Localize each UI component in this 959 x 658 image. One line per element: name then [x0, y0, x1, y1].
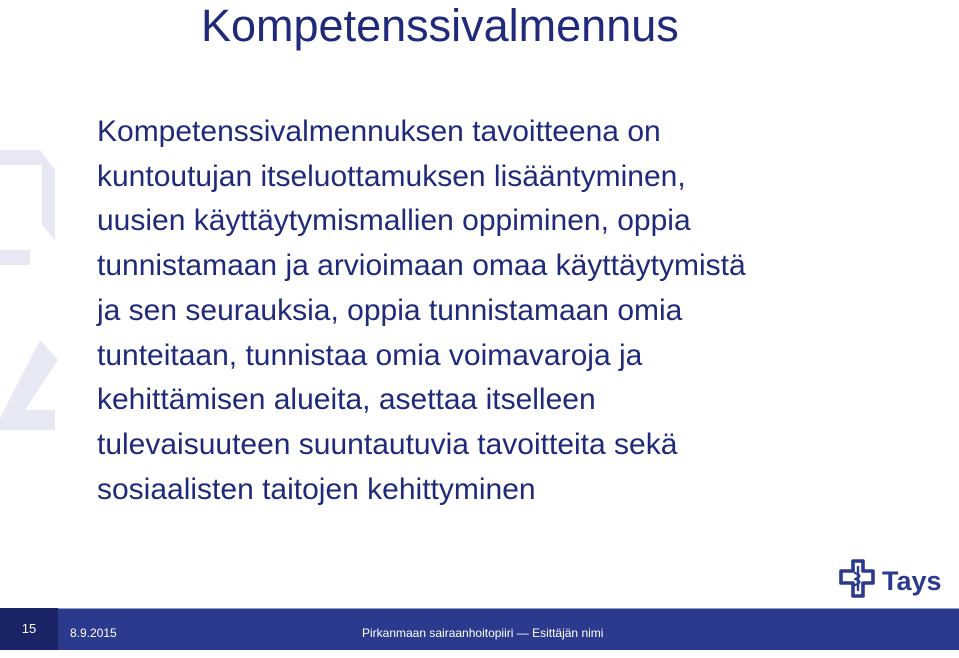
body-text-line: uusien käyttäytymismallien oppiminen, oppia: [97, 204, 691, 238]
background-watermark-graphic: [0, 130, 70, 440]
footer-organization: Pirkanmaan sairaanhoitopiiri — Esittäjän nimi: [362, 626, 604, 640]
tays-star-of-life-icon: [841, 561, 873, 596]
body-text-line: tulevaisuuteen suuntautuvia tavoitteita sekä: [97, 427, 678, 461]
slide-number: 15: [0, 608, 58, 650]
tays-logo: [836, 556, 944, 602]
body-text-line: sosiaalisten taitojen kehittyminen: [97, 472, 536, 506]
body-text-line: kuntoutujan itseluottamuksen lisääntyminen,: [97, 159, 686, 193]
slide-body-text: [97, 110, 917, 512]
body-text-line: tunteitaan, tunnistaa omia voimavaroja ja: [97, 338, 643, 372]
body-text-line: ja sen seurauksia, oppia tunnistamaan omia: [97, 293, 683, 327]
body-text-line: kehittämisen alueita, asettaa itselleen: [97, 383, 596, 417]
body-text-line: Kompetenssivalmennuksen tavoitteena on: [97, 115, 661, 148]
body-text-line: tunnistamaan ja arvioimaan omaa käyttäytymistä: [97, 249, 746, 283]
footer-bar: [0, 608, 959, 650]
tays-logo-text: Tays: [882, 566, 942, 596]
slide-title: Kompetenssivalmennus: [201, 0, 679, 51]
footer-date: 8.9.2015: [70, 626, 117, 640]
